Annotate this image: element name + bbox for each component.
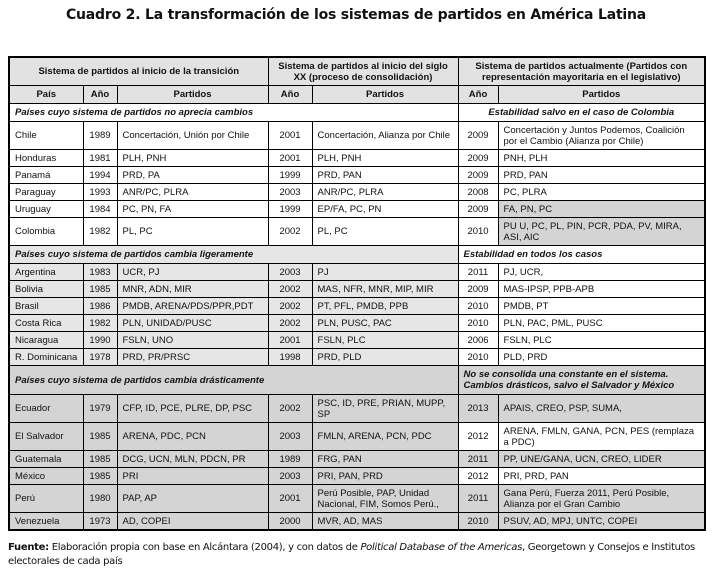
parties-cell: MAS-IPSP, PPB-APB [498,281,705,298]
year-cell: 2002 [268,315,312,332]
table-title: Cuadro 2. La transformación de los sistemas de partidos en América Latina [65,7,647,23]
year-cell: 1985 [83,451,117,468]
parties-cell: MVR, AD, MAS [312,513,458,531]
section-trend: Estabilidad en todos los casos [458,246,705,264]
country-cell: Panamá [9,167,83,184]
parties-cell: FSLN, PLC [498,332,705,349]
parties-cell: MAS, NFR, MNR, MIP, MIR [312,281,458,298]
parties-cell: PLH, PNH [117,150,268,167]
table-body [9,104,705,531]
country-cell: Honduras [9,150,83,167]
year-cell: 1978 [83,349,117,366]
year-cell: 2002 [268,281,312,298]
parties-cell: PJ, UCR, [498,264,705,281]
parties-cell: PRD, PLD [312,349,458,366]
parties-cell: PC, PLRA [498,184,705,201]
table-row [9,513,705,531]
table-row [9,122,705,150]
table-row [9,264,705,281]
parties-cell: CFP, ID, PCE, PLRE, DP, PSC [117,395,268,423]
year-cell: 2003 [268,264,312,281]
section-trend: No se consolida una constante en el sistema. Cambios drásticos, salvo el Salvador y México [458,366,705,395]
col-partidos: Partidos [117,86,268,104]
parties-cell: MNR, ADN, MIR [117,281,268,298]
table-row [9,485,705,513]
year-cell: 1994 [83,167,117,184]
parties-cell: PNH, PLH [498,150,705,167]
source-note [8,541,706,569]
col-anio: Año [83,86,117,104]
year-cell: 2001 [268,150,312,167]
year-cell: 2003 [268,423,312,451]
country-cell: Nicaragua [9,332,83,349]
parties-cell: Concertación, Alianza por Chile [312,122,458,150]
col-partidos: Partidos [312,86,458,104]
parties-cell: PJ [312,264,458,281]
table-row [9,201,705,218]
parties-cell: UCR, PJ [117,264,268,281]
year-cell: 2000 [268,513,312,531]
country-cell: Bolivia [9,281,83,298]
parties-cell: PSC, ID, PRE, PRIAN, MUPP, SP [312,395,458,423]
table-row [9,167,705,184]
table-row [9,298,705,315]
year-cell: 1998 [268,349,312,366]
year-cell: 1981 [83,150,117,167]
country-cell: Costa Rica [9,315,83,332]
table-row [9,349,705,366]
parties-cell: PRI, PRD, PAN [498,468,705,485]
source-text: Elaboración propia con base en Alcántara (2004), y con datos de [48,542,361,553]
country-cell: México [9,468,83,485]
year-cell: 2011 [458,264,498,281]
year-cell: 2010 [458,349,498,366]
country-cell: Colombia [9,218,83,246]
col-pais: País [9,86,83,104]
header-consolidation: Sistema de partidos al inicio del siglo XX (proceso de consolidación) [268,57,458,86]
year-cell: 1993 [83,184,117,201]
section-row [9,366,705,395]
parties-cell: PP, UNE/GANA, UCN, CREO, LIDER [498,451,705,468]
year-cell: 2009 [458,201,498,218]
parties-cell: ARENA, PDC, PCN [117,423,268,451]
table-row [9,315,705,332]
year-cell: 2009 [458,122,498,150]
parties-cell: FSLN, PLC [312,332,458,349]
year-cell: 2010 [458,315,498,332]
country-cell: Venezuela [9,513,83,531]
year-cell: 2009 [458,167,498,184]
section-label: Países cuyo sistema de partidos cambia drásticamente [9,366,458,395]
parties-cell: PLH, PNH [312,150,458,167]
parties-cell: Concertación y Juntos Podemos, Coalición por el Cambio (Alianza por Chile) [498,122,705,150]
parties-cell: ANR/PC, PLRA [312,184,458,201]
year-cell: 1999 [268,167,312,184]
year-cell: 1980 [83,485,117,513]
parties-cell: Perú Posible, PAP, Unidad Nacional, FIM, Somos Perú., [312,485,458,513]
parties-cell: PLN, PUSC, PAC [312,315,458,332]
table-row [9,332,705,349]
parties-cell: PRD, PR/PRSC [117,349,268,366]
parties-cell: PLN, UNIDAD/PUSC [117,315,268,332]
section-row [9,246,705,264]
country-cell: Uruguay [9,201,83,218]
col-anio: Año [268,86,312,104]
year-cell: 2013 [458,395,498,423]
parties-cell: PU U, PC, PL, PIN, PCR, PDA, PV, MIRA, ASI, AIC [498,218,705,246]
parties-cell: PLD, PRD [498,349,705,366]
year-cell: 2012 [458,468,498,485]
section-label: Países cuyo sistema de partidos no aprecia cambios [9,104,458,122]
year-cell: 2009 [458,281,498,298]
table-row [9,184,705,201]
year-cell: 1982 [83,315,117,332]
country-cell: Ecuador [9,395,83,423]
parties-cell: PRI [117,468,268,485]
year-cell: 2010 [458,513,498,531]
year-cell: 1979 [83,395,117,423]
parties-cell: PRI, PAN, PRD [312,468,458,485]
table-row [9,218,705,246]
section-label: Países cuyo sistema de partidos cambia ligeramente [9,246,458,264]
section-row [9,104,705,122]
table-row [9,468,705,485]
year-cell: 2003 [268,468,312,485]
parties-cell: PLN, PAC, PML, PUSC [498,315,705,332]
country-cell: Guatemala [9,451,83,468]
year-cell: 1986 [83,298,117,315]
year-cell: 2001 [268,485,312,513]
year-cell: 1982 [83,218,117,246]
year-cell: 1984 [83,201,117,218]
parties-cell: PL, PC [117,218,268,246]
year-cell: 2008 [458,184,498,201]
parties-cell: FMLN, ARENA, PCN, PDC [312,423,458,451]
parties-cell: PRD, PA [117,167,268,184]
year-cell: 1999 [268,201,312,218]
year-cell: 2002 [268,298,312,315]
parties-cell: PT, PFL, PMDB, PPB [312,298,458,315]
year-cell: 2009 [458,150,498,167]
source-text-2: , Georgetown y Consejos e Institutos electorales de cada país [8,542,695,567]
parties-cell: PMDB, ARENA/PDS/PPR,PDT [117,298,268,315]
country-cell: R. Dominicana [9,349,83,366]
table-row [9,150,705,167]
parties-cell: Gana Perú, Fuerza 2011, Perú Posible, Alianza por el Gran Cambio [498,485,705,513]
parties-cell: ARENA, FMLN, GANA, PCN, PES (remplaza a PDC) [498,423,705,451]
parties-cell: APAIS, CREO, PSP, SUMA, [498,395,705,423]
country-cell: Perú [9,485,83,513]
parties-cell: DCG, UCN, MLN, PDCN, PR [117,451,268,468]
party-systems-table [8,56,706,531]
country-cell: Chile [9,122,83,150]
year-cell: 1973 [83,513,117,531]
year-cell: 2011 [458,451,498,468]
header-transition: Sistema de partidos al inicio de la transición [9,57,268,86]
source-label: Fuente: [8,542,49,553]
year-cell: 2011 [458,485,498,513]
year-cell: 1989 [268,451,312,468]
year-cell: 1985 [83,468,117,485]
year-cell: 2003 [268,184,312,201]
parties-cell: PC, PN, FA [117,201,268,218]
year-cell: 2006 [458,332,498,349]
parties-cell: PL, PC [312,218,458,246]
parties-cell: FRG, PAN [312,451,458,468]
year-cell: 2010 [458,218,498,246]
country-cell: Argentina [9,264,83,281]
parties-cell: PRD, PAN [312,167,458,184]
parties-cell: PSUV, AD, MPJ, UNTC, COPEI [498,513,705,531]
parties-cell: PRD, PAN [498,167,705,184]
year-cell: 1989 [83,122,117,150]
year-cell: 1985 [83,281,117,298]
section-trend: Estabilidad salvo en el caso de Colombia [458,104,705,122]
year-cell: 2010 [458,298,498,315]
year-cell: 2001 [268,332,312,349]
table-row [9,451,705,468]
parties-cell: FA, PN, PC [498,201,705,218]
country-cell: Paraguay [9,184,83,201]
table-row [9,395,705,423]
year-cell: 2012 [458,423,498,451]
source-italic: Political Database of the Americas [360,542,522,553]
parties-cell: EP/FA, PC, PN [312,201,458,218]
year-cell: 1983 [83,264,117,281]
header-current: Sistema de partidos actualmente (Partidos con representación mayoritaria en el legislativo) [458,57,705,86]
table-row [9,281,705,298]
parties-cell: PAP, AP [117,485,268,513]
parties-cell: AD, COPEI [117,513,268,531]
country-cell: Brasil [9,298,83,315]
table-row [9,423,705,451]
year-cell: 1985 [83,423,117,451]
parties-cell: FSLN, UNO [117,332,268,349]
parties-cell: PMDB, PT [498,298,705,315]
country-cell: El Salvador [9,423,83,451]
parties-cell: ANR/PC, PLRA [117,184,268,201]
year-cell: 2001 [268,122,312,150]
col-anio: Año [458,86,498,104]
col-partidos: Partidos [498,86,705,104]
parties-cell: Concertación, Unión por Chile [117,122,268,150]
year-cell: 1990 [83,332,117,349]
year-cell: 2002 [268,218,312,246]
year-cell: 2002 [268,395,312,423]
